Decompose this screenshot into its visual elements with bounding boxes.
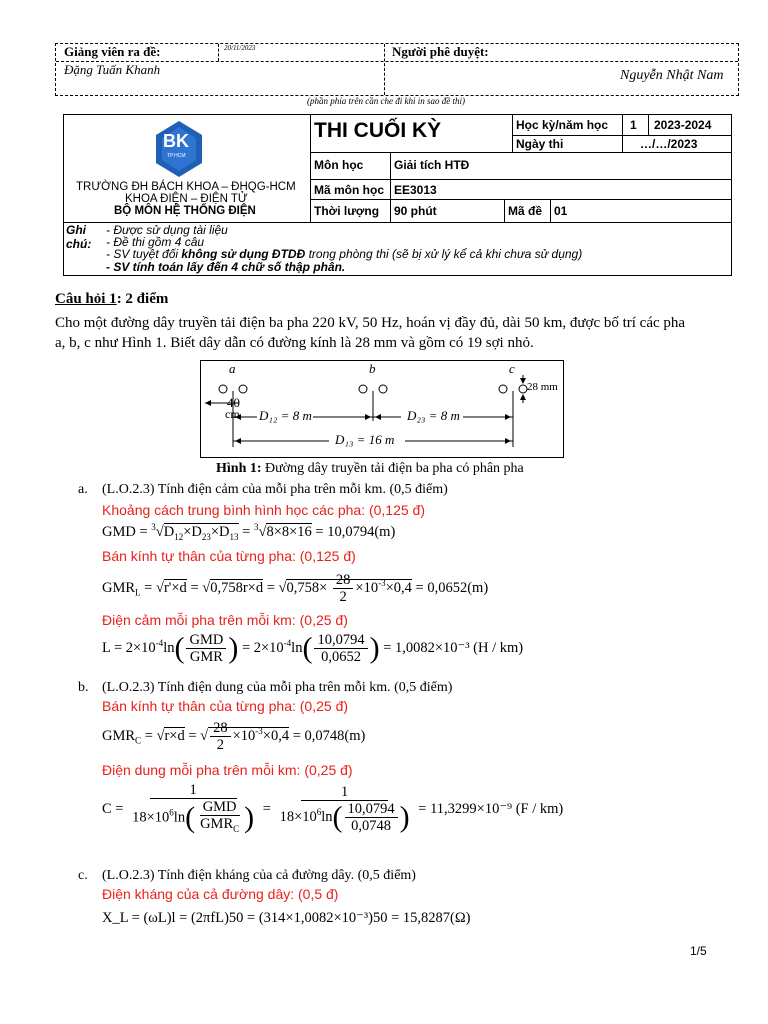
date-value: …/…/2023 bbox=[640, 137, 698, 151]
diameter-label: 28 mm bbox=[527, 381, 558, 393]
code-label: Mã môn học bbox=[314, 183, 385, 197]
logo-sub: TP.HCM bbox=[167, 153, 186, 159]
phase-a-label: a bbox=[229, 361, 236, 376]
spacing-label-40: 40 bbox=[227, 395, 240, 410]
note-4: - SV tính toán lấy đến 4 chữ số thập phân. bbox=[106, 260, 346, 274]
date-label: Ngày thi bbox=[516, 137, 564, 151]
part-b-hint-1: Bán kính tự thân của từng pha: (0,25 đ) bbox=[102, 698, 349, 714]
duration-value: 90 phút bbox=[394, 204, 437, 218]
part-c-marker: c. bbox=[78, 868, 88, 883]
capacitance-equation: C = 1 $18\times 10^6\ln$( $\frac{\text{GMD}}{GMR_C}$ ) = 1 $18\times 10^6\ln$( $\frac{10,0794}{0,0748}$ ) = 11,3299×10⁻⁹ (F / km) bbox=[102, 782, 564, 835]
part-a-marker: a. bbox=[78, 482, 88, 497]
d13-label: D₁₃ = 16 m bbox=[335, 432, 395, 447]
author-name: Đặng Tuấn Khanh bbox=[64, 62, 161, 77]
subject-value: Giải tích HTĐ bbox=[394, 158, 470, 172]
part-a-hint-3: Điện cảm mỗi pha trên mỗi km: (0,25 đ) bbox=[102, 612, 348, 628]
author-label: Giảng viên ra đề: bbox=[64, 44, 161, 59]
part-a-hint-1: Khoảng cách trung bình hình học các pha: (0,125 đ) bbox=[102, 502, 426, 518]
department-name: BỘ MÔN HỆ THỐNG ĐIỆN bbox=[114, 205, 256, 217]
exam-title: THI CUỐI KỲ bbox=[314, 119, 442, 142]
figure-caption: Hình 1: Đường dây truyền tải điện ba pha có phân pha bbox=[216, 461, 524, 476]
part-a-hint-2: Bán kính tự thân của từng pha: (0,125 đ) bbox=[102, 548, 356, 564]
approver-name: Nguyễn Nhật Nam bbox=[620, 68, 724, 83]
d12-label: D₁₂ = 8 m bbox=[259, 408, 312, 423]
logo-text: BK bbox=[163, 131, 189, 151]
part-b-text: (L.O.2.3) Tính điện dung của mỗi pha trên mỗi km. (0,5 điểm) bbox=[102, 680, 453, 695]
phase-b-label: b bbox=[369, 361, 376, 376]
part-c-text: (L.O.2.3) Tính điện kháng của cả đường dây. (0,5 điểm) bbox=[102, 868, 416, 883]
approver-label: Người phê duyệt: bbox=[392, 44, 489, 59]
year-value: 2023-2024 bbox=[654, 118, 712, 132]
d23-label: D₂₃ = 8 m bbox=[407, 408, 460, 423]
figure-1 bbox=[200, 360, 564, 458]
exam-header-table bbox=[63, 114, 732, 276]
school-name: TRƯỜNG ĐH BÁCH KHOA – ĐHQG-HCM bbox=[76, 181, 296, 193]
inductance-equation: $L = 2\times 10^{-4}\ln$( $\frac{\text{GMD}}{\text{GMR}}$ ) = $2\times 10^{-4}\ln$( $\frac{10,0794}{0,0652}$ ) = 1,0082×10⁻³ (H / km) bbox=[102, 631, 524, 665]
semester-value: 1 bbox=[630, 118, 637, 132]
semester-label: Học kỳ/năm học bbox=[516, 118, 609, 132]
code-value: EE3013 bbox=[394, 183, 437, 197]
part-b-hint-2: Điện dung mỗi pha trên mỗi km: (0,25 đ) bbox=[102, 762, 353, 778]
notes-label-2: chú: bbox=[66, 237, 92, 251]
part-c-hint-1: Điện kháng của cả đường dây: (0,5 đ) bbox=[102, 886, 339, 902]
reactance-equation: X_L = (ωL)l = (2πfL)50 = (314×1,0082×10⁻³)50 = 15,8287(Ω) bbox=[102, 910, 471, 926]
part-b-marker: b. bbox=[78, 680, 89, 695]
print-note: (phần phía trên cần che đi khi in sao đề thi) bbox=[307, 96, 465, 106]
gmr-l-equation: $GMR_L = √r'\times d = √0,758r\times d = √0,758\times$ $\frac{28}{2}$ $\times 10^{-3}\times 0,4 = 0,0652(m)$ bbox=[102, 572, 489, 605]
part-a-text: (L.O.2.3) Tính điện cảm của mỗi pha trên mỗi km. (0,5 điểm) bbox=[102, 482, 448, 497]
approval-box bbox=[55, 43, 739, 96]
note-1: - Được sử dụng tài liệu bbox=[106, 223, 228, 237]
exam-code-label: Mã đề bbox=[508, 204, 543, 218]
subject-label: Môn học bbox=[314, 158, 364, 172]
question-text-1: Cho một đường dây truyền tải điện ba pha 220 kV, 50 Hz, hoán vị đầy đủ, dài 50 km, được bố trí các pha bbox=[55, 315, 686, 331]
note-3: - SV tuyệt đối không sử dụng ĐTDĐ trong phòng thi (sẽ bị xử lý kể cả khi chưa sử dụng) bbox=[106, 247, 583, 261]
gmr-c-equation: $GMR_C = √r\times d$ = √ $\frac{28}{2}$ $\times 10^{-3}\times 0,4 = 0,0748(m)$ bbox=[102, 720, 366, 753]
gmd-equation: GMD = $^3√D_{12}\times D_{23}\times D_{13} = ^3√8\times 8\times 16 = 10,0794(m)$ bbox=[102, 522, 396, 542]
exam-code-value: 01 bbox=[554, 204, 568, 218]
notes-label-1: Ghi bbox=[66, 223, 86, 237]
phase-c-label: c bbox=[509, 361, 515, 376]
question-title: Câu hỏi 1: 2 điểm bbox=[55, 291, 169, 307]
faculty-name: KHOA ĐIỆN – ĐIỆN TỬ bbox=[125, 193, 248, 205]
page-number: 1/5 bbox=[690, 944, 707, 958]
duration-label: Thời lượng bbox=[314, 204, 380, 218]
spacing-label-cm: cm bbox=[225, 407, 240, 421]
note-2: - Đề thi gồm 4 câu bbox=[106, 235, 205, 249]
author-date: 20/11/2023 bbox=[224, 44, 256, 52]
question-text-2: a, b, c như Hình 1. Biết dây dẫn có đường kính là 28 mm và gồm có 19 sợi nhỏ. bbox=[55, 335, 534, 351]
